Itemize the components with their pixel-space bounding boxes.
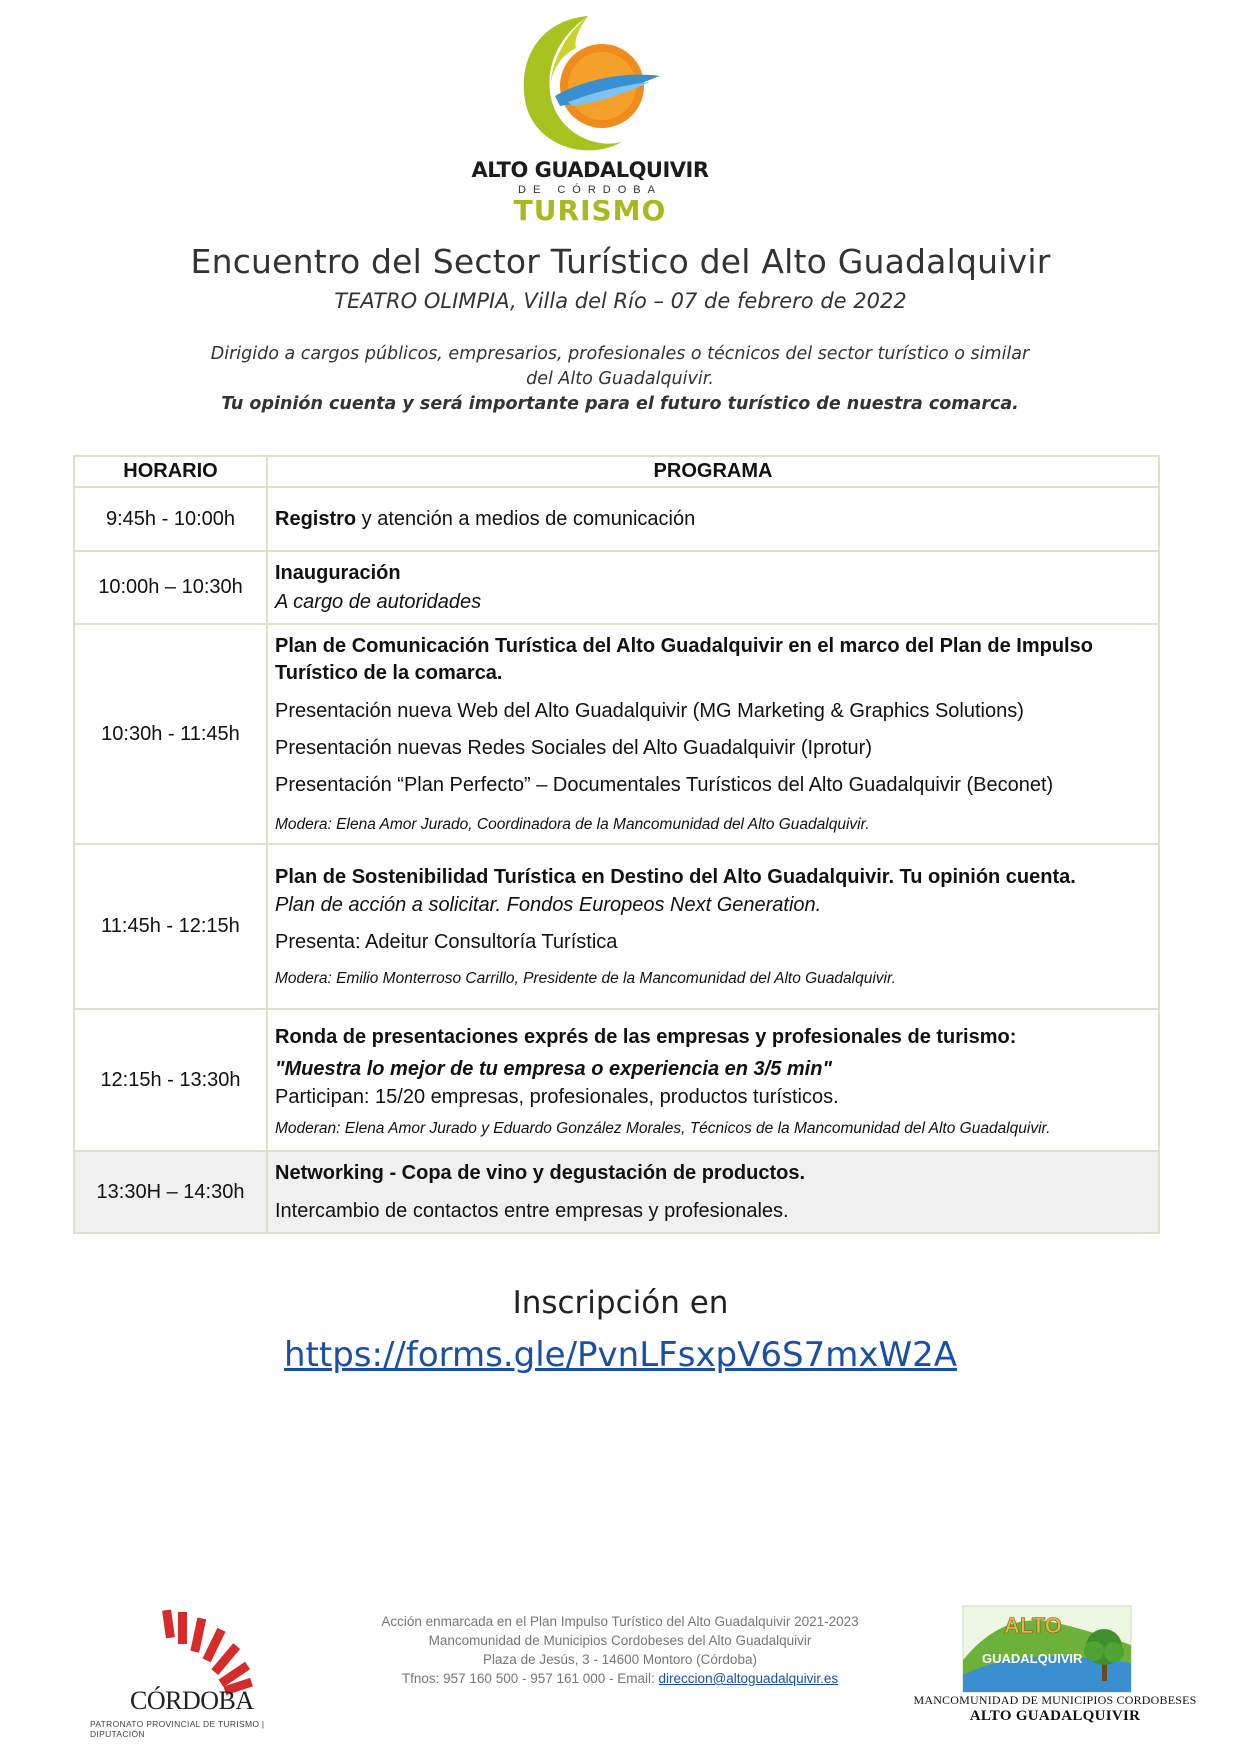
logo-turismo: TURISMO (513, 194, 667, 227)
row-time: 10:30h - 11:45h (74, 624, 267, 844)
badge-alto-text: ALTO (1004, 1613, 1062, 1638)
footer-line: Plaza de Jesús, 3 - 14600 Montoro (Córdoba) (483, 1652, 757, 1667)
row-time: 11:45h - 12:15h (74, 844, 267, 1009)
cordoba-stripes-icon (160, 1608, 300, 1698)
row-moderator: Modera: Elena Amor Jurado, Coordinadora de la Mancomunidad del Alto Guadalquivir. (275, 815, 870, 833)
cordoba-logo (90, 1608, 320, 1739)
row-time: 10:00h – 10:30h (74, 551, 267, 624)
row-program (267, 487, 1159, 551)
row-quote: "Muestra lo mejor de tu empresa o experiencia en 3/5 min" (275, 1058, 832, 1080)
intro-line: Dirigido a cargos públicos, empresarios, profesionales o técnicos del sector turístico o similar (210, 344, 1030, 364)
row-time: 9:45h - 10:00h (74, 487, 267, 551)
table-row (74, 844, 1159, 1009)
row-text: y atención a medios de comunicación (356, 507, 696, 530)
row-title: Ronda de presentaciones exprés de las empresas y profesionales de turismo: (275, 1026, 1017, 1048)
mancomunidad-line1: MANCOMUNIDAD DE MUNICIPIOS CORDOBESES (913, 1693, 1197, 1707)
badge-guadalquivir-text: GUADALQUIVIR (982, 1651, 1083, 1666)
footer-line: Acción enmarcada en el Plan Impulso Turístico del Alto Guadalquivir 2021-2023 (381, 1614, 859, 1629)
row-subtitle: A cargo de autoridades (275, 590, 482, 613)
registration-label: Inscripción en (512, 1285, 729, 1321)
logo-title: ALTO GUADALQUIVIR (471, 158, 709, 182)
mancomunidad-logo (900, 1605, 1210, 1730)
table-row (74, 624, 1159, 844)
row-participants: Participan: 15/20 empresas, profesionales, productos turísticos. (275, 1086, 839, 1108)
logo-subtitle: DE CÓRDOBA (518, 184, 662, 196)
row-program (267, 624, 1159, 844)
row-moderator: Moderan: Elena Amor Jurado y Eduardo González Morales, Técnicos de la Mancomunidad del Alto Guadalquivir. (275, 1120, 1051, 1137)
row-item: Presentación nuevas Redes Sociales del Alto Guadalquivir (Iprotur) (275, 736, 872, 759)
table-header-row (74, 456, 1159, 487)
row-program (267, 551, 1159, 624)
row-program (267, 844, 1159, 1009)
table-row (74, 1009, 1159, 1151)
page-subtitle: TEATRO OLIMPIA, Villa del Río – 07 de febrero de 2022 (334, 289, 907, 313)
row-moderator: Modera: Emilio Monterroso Carrillo, Presidente de la Mancomunidad del Alto Guadalquivir. (275, 970, 896, 987)
row-presenter: Presenta: Adeitur Consultoría Turística (275, 931, 618, 953)
cordoba-subtitle: PATRONATO PROVINCIAL DE TURISMO | DIPUTACIÓN (90, 1719, 265, 1739)
sun-river-logo-icon (510, 10, 670, 160)
row-subtitle: Intercambio de contactos entre empresas y profesionales. (275, 1200, 789, 1222)
footer-phones: Tfnos: 957 160 500 - 957 161 000 - Email: (401, 1671, 659, 1686)
alto-guadalquivir-logo (470, 10, 710, 227)
row-title: Networking - Copa de vino y degustación de productos. (275, 1162, 806, 1184)
row-item: Presentación “Plan Perfecto” – Documentales Turísticos del Alto Guadalquivir (Beconet) (275, 773, 1054, 796)
cordoba-wordmark: CÓRDOBA (130, 1686, 254, 1715)
footer-line: Mancomunidad de Municipios Cordobeses del Alto Guadalquivir (428, 1633, 812, 1648)
header-horario: HORARIO (74, 456, 267, 487)
row-time: 13:30H – 14:30h (74, 1151, 267, 1233)
row-item: Presentación nueva Web del Alto Guadalquivir (MG Marketing & Graphics Solutions) (275, 699, 1024, 722)
row-time: 12:15h - 13:30h (74, 1009, 267, 1151)
intro-line: del Alto Guadalquivir. (526, 369, 714, 389)
intro-text (120, 342, 1120, 417)
schedule-table (73, 455, 1160, 1234)
footer-info (340, 1612, 900, 1688)
footer-email-link[interactable]: direccion@altoguadalquivir.es (658, 1671, 839, 1686)
intro-highlight: Tu opinión cuenta y será importante para el futuro turístico de nuestra comarca. (221, 394, 1019, 414)
registration-link[interactable]: https://forms.gle/PvnLFsxpV6S7mxW2A (283, 1335, 957, 1375)
row-title: Inauguración (275, 561, 401, 584)
table-row (74, 551, 1159, 624)
mountain-tree-badge-icon (962, 1605, 1132, 1693)
table-row (74, 487, 1159, 551)
row-title: Registro (275, 507, 357, 530)
footer-contact (340, 1669, 900, 1688)
row-program (267, 1151, 1159, 1233)
header-programa: PROGRAMA (267, 456, 1159, 487)
row-title: Plan de Comunicación Turística del Alto Guadalquivir en el marco del Plan de Impulso Turístico de la comarca. (275, 634, 1093, 684)
row-title: Plan de Sostenibilidad Turística en Destino del Alto Guadalquivir. Tu opinión cuenta. (275, 866, 1076, 888)
table-row (74, 1151, 1159, 1233)
row-program (267, 1009, 1159, 1151)
page-title: Encuentro del Sector Turístico del Alto Guadalquivir (190, 242, 1051, 281)
row-subtitle: Plan de acción a solicitar. Fondos Europeos Next Generation. (275, 894, 822, 916)
mancomunidad-line2: ALTO GUADALQUIVIR (969, 1708, 1141, 1724)
